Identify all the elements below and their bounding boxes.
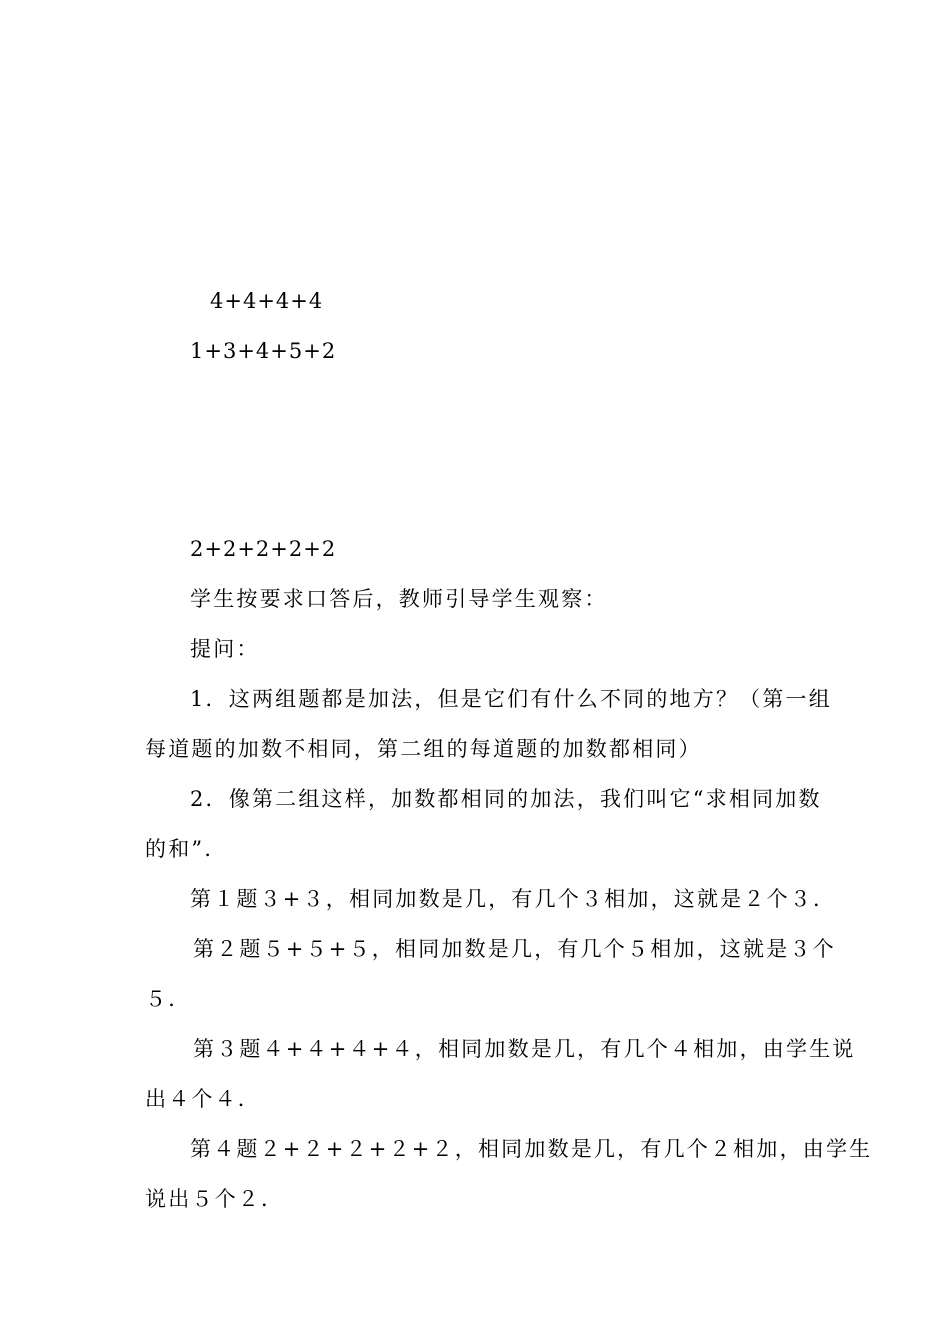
question-2-line-1: 2．像第二组这样，加数都相同的加法，我们叫它“求相同加数 [190, 787, 822, 811]
item-2-line-1: 第２题５+５+５，相同加数是几，有几个５相加，这就是３个 [193, 937, 836, 961]
expression-4x4: 4+4+4+4 [210, 289, 324, 313]
question-label: 提问： [190, 637, 260, 661]
question-2-line-2: 的和”． [145, 837, 228, 861]
question-1-line-1: 1．这两组题都是加法，但是它们有什么不同的地方？（第一组 [190, 687, 832, 711]
expression-5x2: 2+2+2+2+2 [190, 537, 337, 561]
item-3-line-1: 第３题４+４+４+４，相同加数是几，有几个４相加，由学生说 [193, 1037, 856, 1061]
item-2-line-2: ５． [145, 987, 192, 1011]
intro-text: 学生按要求口答后，教师引导学生观察： [190, 587, 608, 611]
item-3-line-2: 出４个４． [145, 1087, 261, 1111]
item-1-text: 第１题３+３，相同加数是几，有几个３相加，这就是２个３． [190, 887, 837, 911]
item-4-line-1: 第４题２+２+２+２+２，相同加数是几，有几个２相加，由学生 [190, 1137, 873, 1161]
expression-mixed-sum: 1+3+4+5+2 [190, 339, 337, 363]
question-1-line-2: 每道题的加数不相同，第二组的每道题的加数都相同） [145, 737, 702, 761]
item-4-line-2: 说出５个２． [145, 1187, 285, 1211]
